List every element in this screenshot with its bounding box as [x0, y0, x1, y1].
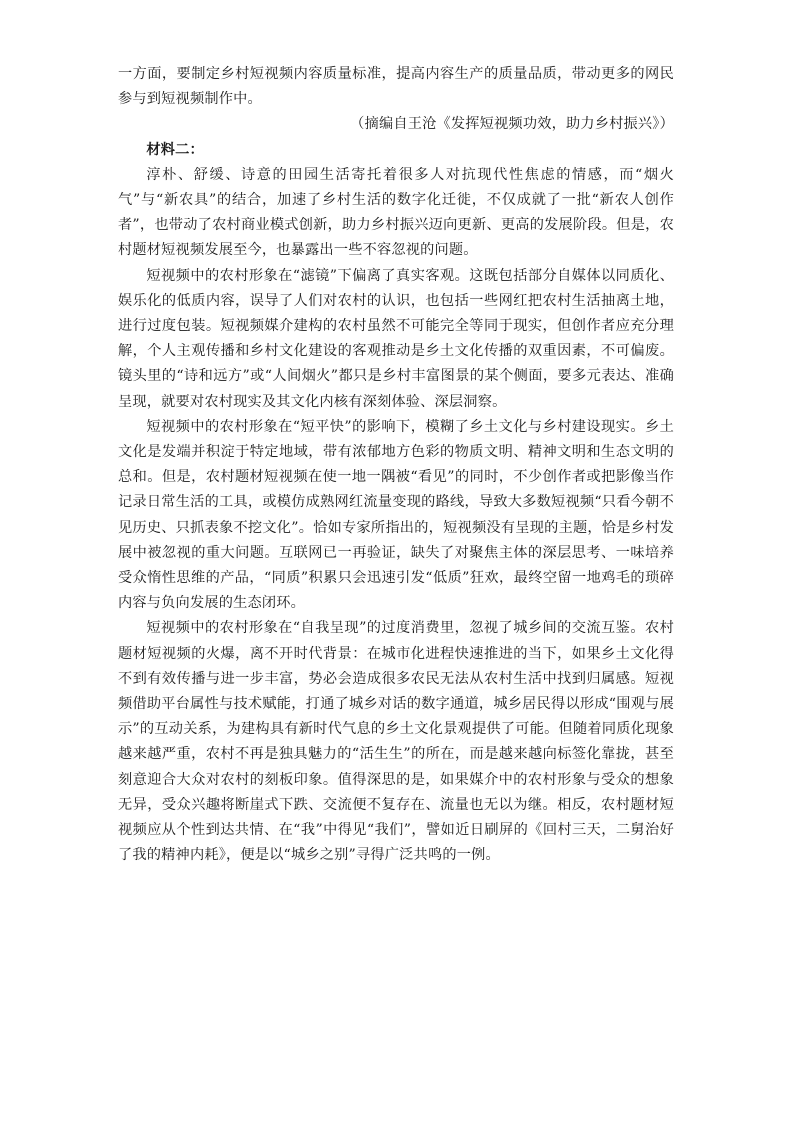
body-paragraph: 短视频中的农村形象在“滤镜”下偏离了真实客观。这既包括部分自媒体以同质化、娱乐化的低质内容，误导了人们对农村的认识，也包括一些网红把农村生活抽离土地，进行过度包装。短视频媒介建构的农村虽然不可能完全等同于现实，但创作者应充分理解，个人主观传播和乡村文化建设的客观推动是乡土文化传播的双重因素，不可偏废。镜头里的“诗和远方”或“人间烟火”都只是乡村丰富图景的某个侧面，要多元表达、准确呈现，就要对农村现实及其文化内核有深刻体验、深层洞察。	[118, 267, 674, 410]
body-paragraph: 短视频中的农村形象在“自我呈现”的过度消费里，忽视了城乡间的交流互鉴。农村题材短视频的火爆，离不开时代背景：在城市化进程快速推进的当下，如果乡土文化得不到有效传播与进一步丰富，势必会造成很多农民无法从农村生活中找到归属感。短视频借助平台属性与技术赋能，打通了城乡对话的数字通道，城乡居民得以形成“围观与展示”的互动关系，为建构具有新时代气息的乡土文化景观提供了可能。但随着同质化现象越来越严重，农村不再是独具魅力的“活生生”的所在，而是越来越向标签化靠拢，甚至刻意迎合大众对农村的刻板印象。值得深思的是，如果媒介中的农村形象与受众的想象无异，受众兴趣将断崖式下跌、交流便不复存在、流量也无以为继。相反，农村题材短视频应从个性到达共情、在“我”中得见“我们”，譬如近日刷屏的《回村三天，二舅治好了我的精神内耗》，便是以“城乡之别”寻得广泛共鸣的一例。	[118, 620, 674, 864]
body-paragraph: 淳朴、舒缓、诗意的田园生活寄托着很多人对抗现代性焦虑的情感，而“烟火气”与“新农具”的结合，加速了乡村生活的数字化迁徙，不仅成就了一批“新农人创作者”，也带动了农村商业模式创新，助力乡村振兴迈向更新、更高的发展阶段。但是，农村题材短视频发展至今，也暴露出一些不容忽视的问题。	[118, 166, 674, 259]
document-page	[118, 62, 674, 869]
continuation-paragraph: 一方面，要制定乡村短视频内容质量标准，提高内容生产的质量品质，带动更多的网民参与到短视频制作中。	[118, 66, 674, 108]
section-heading: 材料二：	[146, 141, 204, 158]
body-paragraph: 短视频中的农村形象在“短平快”的影响下，模糊了乡土文化与乡村建设现实。乡土文化是发端并积淀于特定地域，带有浓郁地方色彩的物质文明、精神文明和生态文明的总和。但是，农村题材短视频在使一地一隅被“看见”的同时，不少创作者或把影像当作记录日常生活的工具，或模仿成熟网红流量变现的路线，导致大多数短视频“只看今朝不见历史、只抓表象不挖文化”。恰如专家所指出的，短视频没有呈现的主题，恰是乡村发展中被忽视的重大问题。互联网已一再验证，缺失了对聚焦主体的深层思考、一味培养受众惰性思维的产品，“同质”积累只会迅速引发“低质”狂欢，最终空留一地鸡毛的琐碎内容与负向发展的生态闭环。	[118, 418, 674, 612]
source-citation: （摘编自王沧《发挥短视频功效，助力乡村振兴》）	[350, 116, 674, 133]
